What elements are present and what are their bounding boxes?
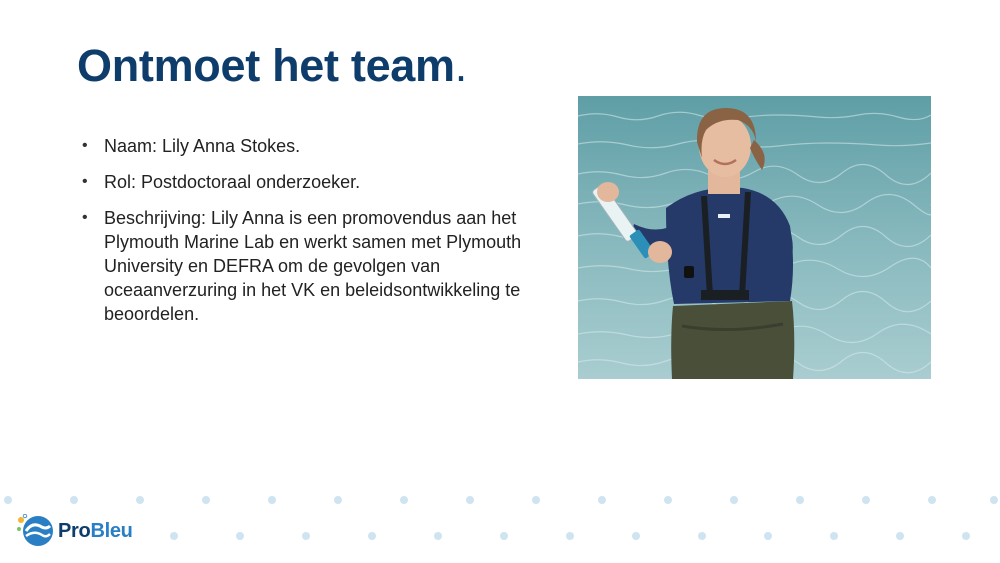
bullet-list bbox=[82, 134, 552, 338]
logo-text-pro: Pro bbox=[58, 520, 91, 542]
bullet-description: • Beschrijving: Lily Anna is een promovendus aan het Plymouth Marine Lab en werkt samen met Plymouth University en DEFRA om de gevolgen van oceaanverzuring in het VK en beleidsontwikkeling te beoordelen. bbox=[82, 206, 552, 326]
logo-text-bleu: Bleu bbox=[90, 520, 133, 542]
probleu-logo-text bbox=[58, 520, 133, 543]
slide-title-text: Ontmoet het team bbox=[77, 40, 455, 91]
slide-title bbox=[77, 40, 467, 92]
person-sampling-water-photo-icon bbox=[578, 96, 931, 379]
bullet-role: • Rol: Postdoctoraal onderzoeker. bbox=[82, 170, 552, 194]
team-member-photo bbox=[578, 96, 931, 379]
bullet-name: • Naam: Lily Anna Stokes. bbox=[82, 134, 552, 158]
slide-title-period: . bbox=[454, 40, 467, 91]
